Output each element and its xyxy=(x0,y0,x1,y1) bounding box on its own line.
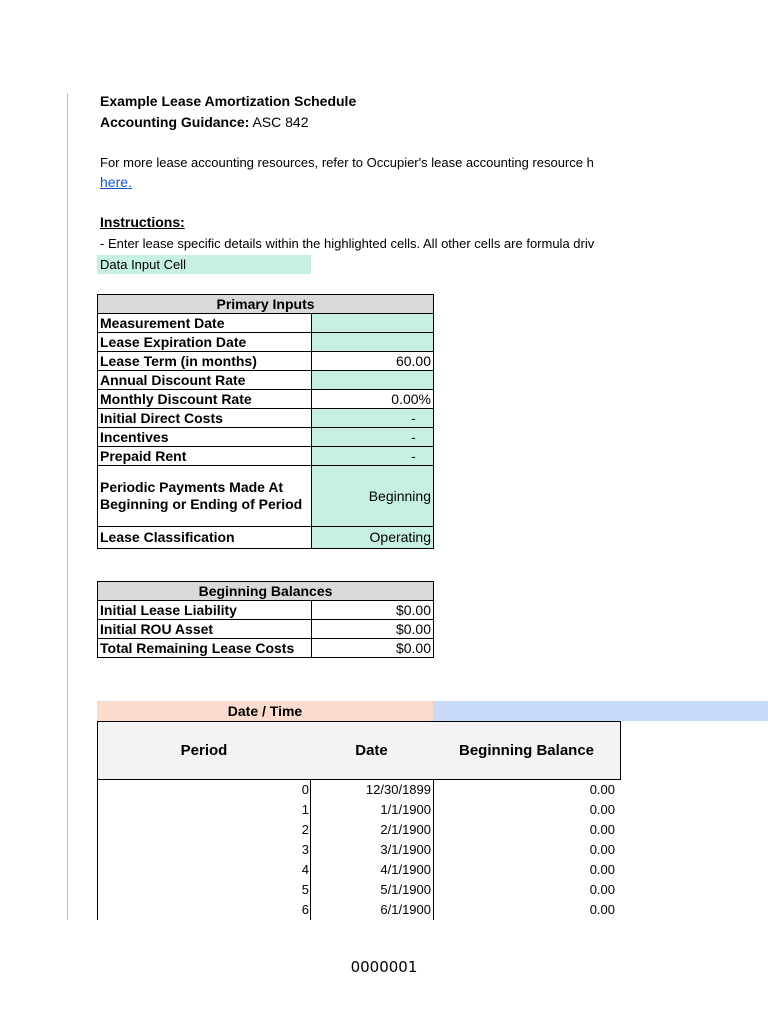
initial-lease-liability-value[interactable]: $0.00 xyxy=(312,601,434,620)
page-identifier: 0000001 xyxy=(350,958,418,976)
guidance-value: ASC 842 xyxy=(252,114,309,130)
resources-link[interactable]: here. xyxy=(100,174,132,190)
accounting-guidance xyxy=(100,114,309,130)
instructions-heading: Instructions: xyxy=(100,214,185,230)
date-cell: 4/1/1900 xyxy=(380,862,431,877)
initial-direct-costs-input[interactable]: - xyxy=(312,409,434,428)
date-cell: 5/1/1900 xyxy=(380,882,431,897)
input-label: Initial Direct Costs xyxy=(98,409,312,428)
period-cell: 4 xyxy=(301,862,309,877)
annual-discount-rate-input[interactable] xyxy=(312,371,434,390)
table-row[interactable] xyxy=(97,860,621,880)
primary-inputs-table xyxy=(97,294,434,549)
table-row[interactable] xyxy=(97,880,621,900)
period-cell: 6 xyxy=(301,902,309,917)
table-row[interactable] xyxy=(97,900,621,920)
initial-rou-asset-value[interactable]: $0.00 xyxy=(312,620,434,639)
input-label: Periodic Payments Made At Beginning or Ending of Period xyxy=(98,466,312,527)
date-cell: 3/1/1900 xyxy=(380,842,431,857)
balance-label: Total Remaining Lease Costs xyxy=(98,639,312,658)
measurement-date-input[interactable] xyxy=(312,314,434,333)
balance-cell: 0.00 xyxy=(589,782,615,797)
beginning-balances-heading: Beginning Balances xyxy=(98,582,434,601)
balance-cell: 0.00 xyxy=(589,902,615,917)
monthly-discount-rate-value[interactable]: 0.00% xyxy=(312,390,434,409)
input-label: Incentives xyxy=(98,428,312,447)
balance-cell: 0.00 xyxy=(589,822,615,837)
input-label: Annual Discount Rate xyxy=(98,371,312,390)
lease-term-value[interactable]: 60.00 xyxy=(312,352,434,371)
balance-cell: 0.00 xyxy=(589,862,615,877)
total-remaining-costs-value[interactable]: $0.00 xyxy=(312,639,434,658)
column-header-beginning-balance: Beginning Balance xyxy=(433,721,621,780)
input-label: Prepaid Rent xyxy=(98,447,312,466)
period-cell: 1 xyxy=(301,802,309,817)
balance-label: Initial ROU Asset xyxy=(98,620,312,639)
document-title: Example Lease Amortization Schedule xyxy=(100,93,357,109)
input-label: Monthly Discount Rate xyxy=(98,390,312,409)
primary-inputs-heading: Primary Inputs xyxy=(98,295,434,314)
table-row[interactable] xyxy=(97,820,621,840)
instructions-text: - Enter lease specific details within the highlighted cells. All other cells are formula driv xyxy=(100,236,595,251)
balance-cell: 0.00 xyxy=(589,842,615,857)
input-label: Lease Term (in months) xyxy=(98,352,312,371)
blue-group-header xyxy=(433,701,768,721)
date-cell: 12/30/1899 xyxy=(365,782,431,797)
column-header-period: Period xyxy=(97,721,311,780)
payment-timing-input[interactable]: Beginning xyxy=(312,466,434,527)
date-time-group-header: Date / Time xyxy=(97,701,433,721)
balance-cell: 0.00 xyxy=(589,882,615,897)
balance-cell: 0.00 xyxy=(589,802,615,817)
resources-text: For more lease accounting resources, refer to Occupier's lease accounting resource h xyxy=(100,155,594,170)
date-cell: 6/1/1900 xyxy=(380,902,431,917)
input-label: Lease Expiration Date xyxy=(98,333,312,352)
table-row[interactable] xyxy=(97,780,621,800)
date-cell: 2/1/1900 xyxy=(380,822,431,837)
data-input-legend: Data Input Cell xyxy=(97,255,311,274)
column-header-date: Date xyxy=(310,721,434,780)
incentives-input[interactable]: - xyxy=(312,428,434,447)
date-cell: 1/1/1900 xyxy=(380,802,431,817)
period-cell: 3 xyxy=(301,842,309,857)
period-cell: 5 xyxy=(301,882,309,897)
period-cell: 2 xyxy=(301,822,309,837)
period-cell: 0 xyxy=(301,782,309,797)
table-row[interactable] xyxy=(97,840,621,860)
prepaid-rent-input[interactable]: - xyxy=(312,447,434,466)
input-label: Lease Classification xyxy=(98,527,312,549)
balance-label: Initial Lease Liability xyxy=(98,601,312,620)
beginning-balances-table xyxy=(97,581,434,658)
input-label: Measurement Date xyxy=(98,314,312,333)
table-row[interactable] xyxy=(97,800,621,820)
lease-classification-input[interactable]: Operating xyxy=(312,527,434,549)
guidance-label: Accounting Guidance: xyxy=(100,114,250,130)
schedule-rows xyxy=(97,780,621,920)
left-margin-line xyxy=(67,93,68,920)
lease-expiration-date-input[interactable] xyxy=(312,333,434,352)
